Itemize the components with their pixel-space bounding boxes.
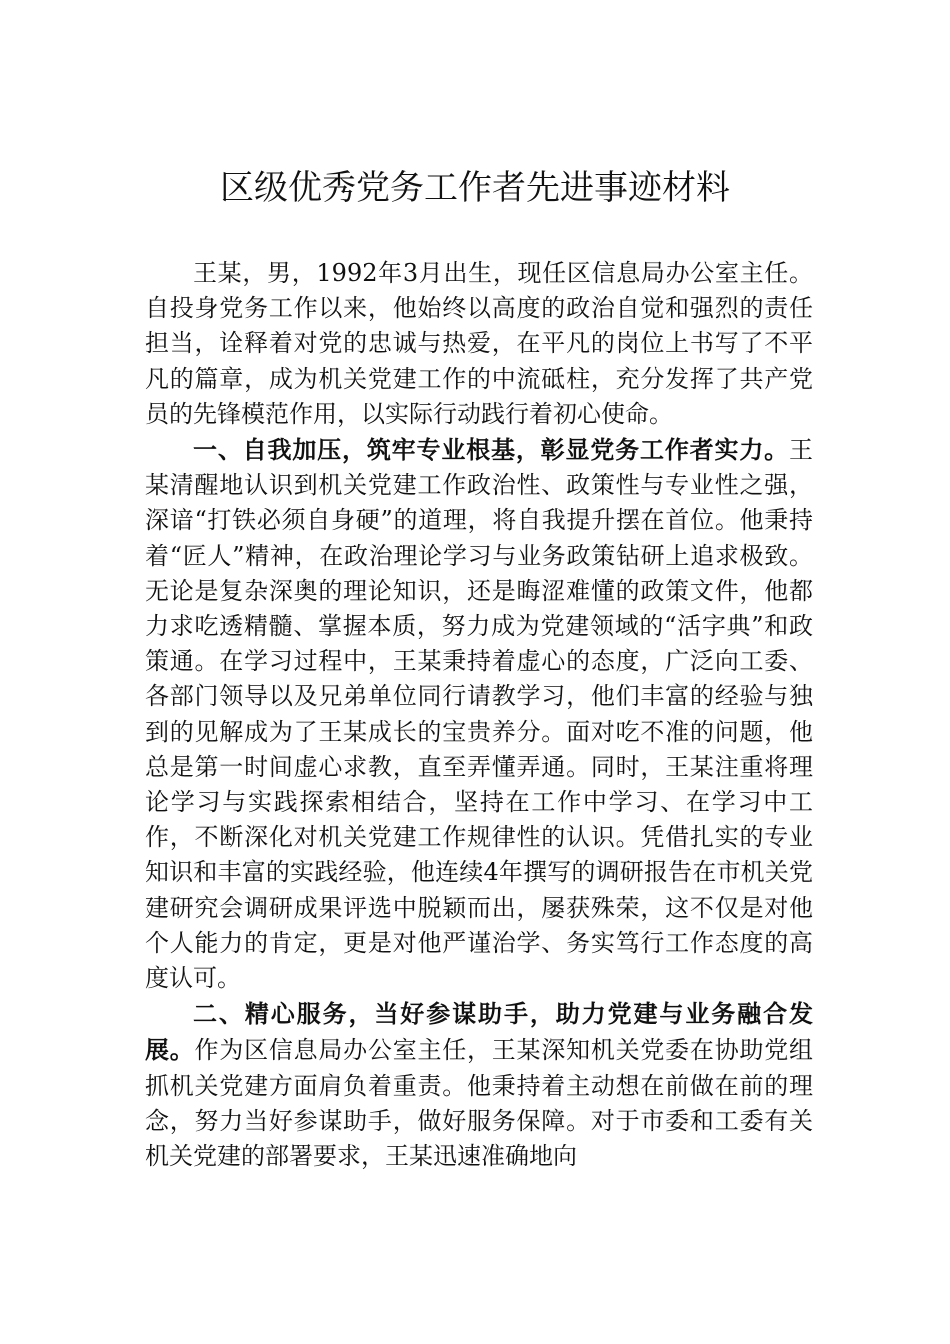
- section-two-paragraph: [145, 996, 813, 1174]
- intro-paragraph: [145, 256, 813, 432]
- document-title: 区级优秀党务工作者先进事迹材料: [220, 168, 730, 208]
- paragraph-text: 王某清醒地认识到机关党建工作政治性、政策性与专业性之强，深谙“打铁必须自身硬”的道理，将自我提升摆在首位。他秉持着“匠人”精神，在政治理论学习与业务政策钻研上追求极致。无论是复杂深奥的理论知识，还是晦涩难懂的政策文件，他都力求吃透精髓、掌握本质，努力成为党建领域的“活字典”和政策通。在学习过程中，王某秉持着虚心的态度，广泛向工委、各部门领导以及兄弟单位同行请教学习，他们丰富的经验与独到的见解成为了王某成长的宝贵养分。面对吃不准的问题，他总是第一时间虚心求教，直至弄懂弄通。同时，王某注重将理论学习与实践探索相结合，坚持在工作中学习、在学习中工作，不断深化对机关党建工作规律性的认识。凭借扎实的专业知识和丰富的实践经验，他连续4年撰写的调研报告在市机关党建研究会调研成果评选中脱颖而出，屡获殊荣，这不仅是对他个人能力的肯定，更是对他严谨治学、务实笃行工作态度的高度认可。: [145, 436, 813, 993]
- paragraph-text: 作为区信息局办公室主任，王某深知机关党委在协助党组抓机关党建方面肩负着重责。他秉持着主动想在前做在前的理念，努力当好参谋助手，做好服务保障。对于市委和工委有关机关党建的部署要求，王某迅速准确地向: [145, 1036, 814, 1171]
- section-one-paragraph: [145, 432, 813, 996]
- section-one-heading: 一、自我加压，筑牢专业根基，彰显党务工作者实力。: [193, 435, 789, 465]
- document-body: [145, 256, 813, 1174]
- paragraph-text: 王某，男，1992年3月出生，现任区信息局办公室主任。自投身党务工作以来，他始终以高度的政治自觉和强烈的责任担当，诠释着对党的忠诚与热爱，在平凡的岗位上书写了不平凡的篇章，成为机关党建工作的中流砥柱，充分发挥了共产党员的先锋模范作用，以实际行动践行着初心使命。: [145, 259, 813, 428]
- section-two-heading: 二、精心服务，当好参谋助手，助力党建与业务融合发展。: [145, 999, 813, 1065]
